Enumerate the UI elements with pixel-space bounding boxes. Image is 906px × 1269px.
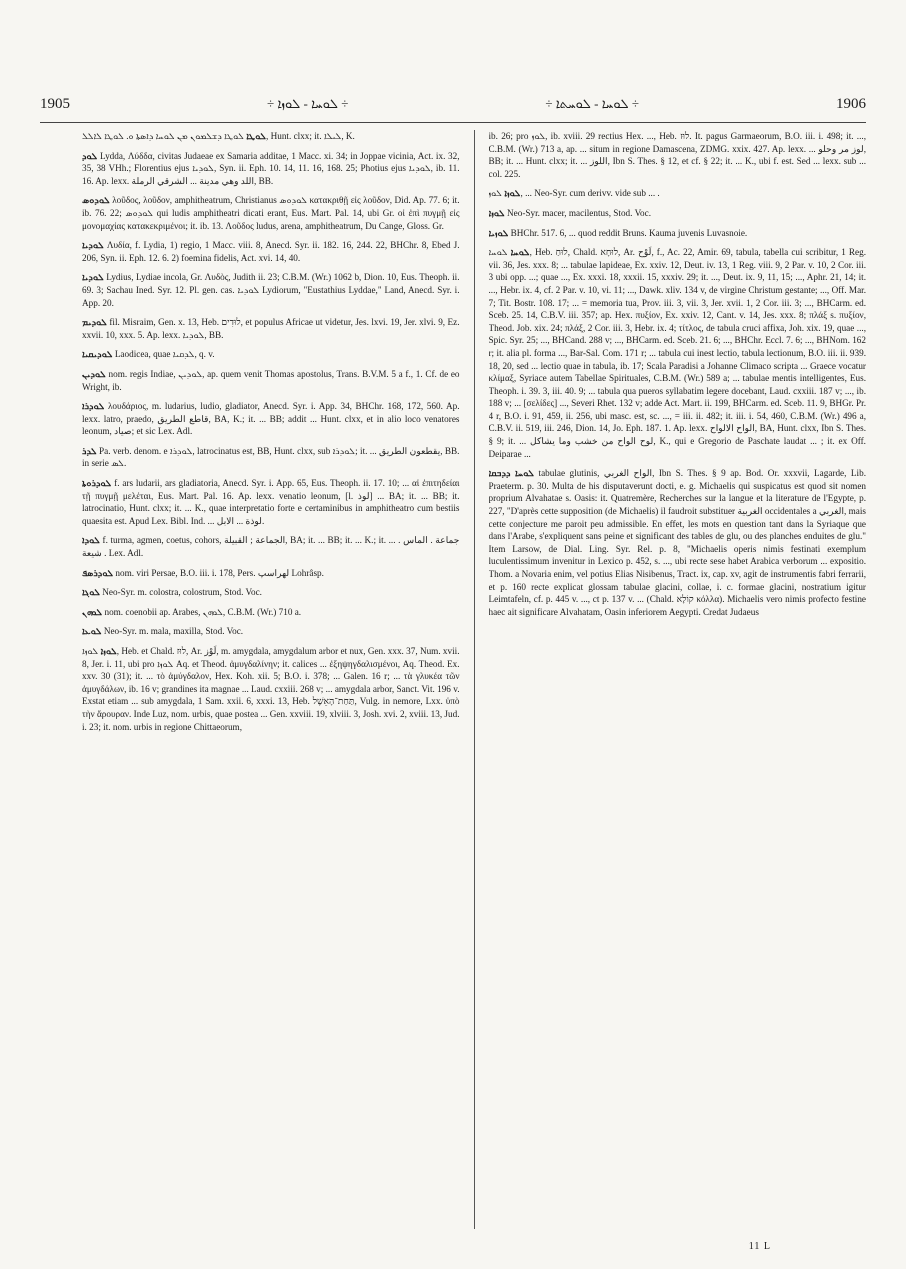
dictionary-entry <box>82 606 460 619</box>
two-column-body <box>82 130 866 1229</box>
entry-definition: fil. Misraim, Gen. x. 13, Heb. לוּדִים, et populus Africae ut videtur, Jes. lxvi. 19, Jer. xlvi. 9, Ez. xxvii. 10, xxx. 5. Ap. lexx. ܠܘܕܝܐ, BB. <box>82 317 460 340</box>
left-column <box>82 130 460 1229</box>
dictionary-entry <box>82 130 460 143</box>
entry-headword: ܠܘܕܝܐ <box>82 272 104 283</box>
entry-headword: ܠܘܙܐ <box>488 207 505 218</box>
dictionary-entry <box>82 400 460 438</box>
dictionary-entry <box>82 316 460 341</box>
dictionary-entry <box>489 207 867 220</box>
entry-headword: ܠܘܛܐ <box>246 131 267 141</box>
entry-headword: ܠܘܕܪܘܬܐ <box>82 478 112 489</box>
dictionary-entry <box>489 227 867 240</box>
entry-definition: λοῦδος, λοῦδον, amphitheatrum, Christianus ܠܘܕܘܣ κατακριθῇ εἰς λοῦδον, Did. Ap. 77. 6; it. ib. 76. 22; ܠܘܕܘܣ qui ludis amphitheatri dicati erant, Eus. Mart. Pal. 14, ubi Gr. οἱ ἐπὶ πυγμῇ εἰς μονομαχίας κατακεκριμένοι; it. ib. 13. Λοῦδος ludus, arena, amphitheatrum, Du Cange, Gloss. Gr. <box>82 195 460 231</box>
entry-definition: Lydda, Λύδδα, civitas Judaeae ex Samaria additae, 1 Macc. xi. 34; in Joppae vicinia, Act. ix. 32, 35, 38 VHh.; Florentius ejus ܠܘܕܝܐ, Syn. ii. Eph. 10. 14, 11. 16, 168. 25; Photius ejus ܠܘܕܝܐ, ib. 11. 16. Ap. lexx. اللد وهي مدينة ... الشرقي الرملة, BB. <box>82 150 460 186</box>
entry-definition: Neo-Syr. m. mala, maxilla, Stod. Voc. <box>103 626 244 637</box>
entry-headword: ܠܘܓܐ <box>82 587 100 598</box>
dictionary-entry <box>489 130 867 180</box>
entry-headword: ܠܘܙܐ <box>100 646 117 656</box>
entry-headword: ܠܘܥܐ <box>82 626 102 637</box>
dictionary-entry <box>82 368 460 393</box>
entry-headword: ܠܘܕܪܣܦ <box>82 567 114 578</box>
entry-definition: Λυδία, f. Lydia, 1) regio, 1 Macc. viii. 8, Anecd. Syr. ii. 182. 16, 244. 22, BHChr. 8, Ebed J. 206, Syn. ii. Eph. 12. 6. 2) foemina fidelis, Act. xvi. 14, 40. <box>82 240 460 263</box>
dictionary-entry <box>82 586 460 599</box>
dictionary-entry <box>82 625 460 638</box>
right-column <box>489 130 867 1229</box>
right-page-number: 1906 <box>836 96 866 112</box>
dictionary-entry <box>489 187 867 200</box>
dictionary-entry <box>82 477 460 527</box>
entry-definition: Neo-Syr. m. colostra, colostrum, Stod. Voc. <box>102 587 262 598</box>
entry-headword: ܠܕܪ <box>82 445 97 456</box>
left-page-number: 1905 <box>40 96 70 112</box>
dictionary-entry <box>489 467 867 618</box>
entry-headword: ܠܘܙܝܐ <box>488 227 509 238</box>
dictionary-entry <box>82 271 460 309</box>
entry-definition: Laodicea, quae ܠܕܩܝܐ, q. v. <box>114 349 215 360</box>
running-header <box>40 96 866 120</box>
entry-headword: ܠܘܕܝܐ <box>82 240 104 251</box>
right-running-title: ÷ ܠܘܚܐ - ܠܘܚܬܐ ÷ <box>545 96 640 111</box>
entry-definition: tabulae glutinis, الواح الغربي, Ibn S. Thes. § 9 ap. Bod. Or. xxxvii, Lagarde, Lib. Praeterm. p. 30. Multa de his disputaverunt docti, e. g. Michaelis qui suspicatus est quod sit nomen proprium Alvahatae s. Oasis: it. Quatremère, Recherches sur la langue et la literature de l'Egypte, p. 227, "D'après cette supposition (de Michaelis) il faudroit substituer الغربية occidentales a الغربي, mais cette conjecture me paroit peu admissible. En effet, les mots en question tant dans la Syriaque que dans l'Arabe, s'expliquent sans peine et significant des tables de glu, ou des planches enduites de glu." Item Larsow, de Dial. Ling. Syr. Rel. p. 8, "Michaelis operis nimis festinati exemplum luculentissimum invenitur in Lexico p. 452, s. ..., ubi recte sese habet Arabica verborum ... expositio. Thom. a Novaria enim, vel potius Elias Nisibenus, Tract. ix, cap. xv, agit de instrumentis fabri ferrarii, et p. 160 recte explicat glossam tabulae glacini, collae, i. c. formae glacini, nostratium igitur Leimtafeln, cf. p. 445 v. ..., ct p. 137 v. ... (Chald. קוֹלָא κόλλα). Michaelis vero nimis profecto festine haec ait significare Alvahatam, Oasin inferiorem Aegypti. Credat Judaeus <box>488 468 866 617</box>
entry-headword: ܠܘܕܝܡ <box>82 317 107 328</box>
entry-definition: f. ars ludarii, ars gladiatoria, Anecd. Syr. i. App. 65, Eus. Theoph. ii. 17. 10; ... αἱ ἐπιτηδείαι τῇ πυγμῇ μελέται, Eus. Mart. Pal. 16. Ap. lexx. venatio leonum, [l. لوذ] ... BA; it. ... BB; it. latrocinatio, Hunt. clxx; it. ... K., quae interpretatio forte e certaminibus in amphitheatro cum bestiis quaesita est. Apud Lex. Bibl. Ind. ... لوذة ... الابل. <box>82 478 460 526</box>
dictionary-entry <box>82 567 460 580</box>
entry-definition: Neo-Syr. macer, macilentus, Stod. Voc. <box>507 207 651 218</box>
entry-definition: nom. coenobii ap. Arabes, ܠܘܗܢ, C.B.M. (Wr.) 710 a. <box>104 606 302 617</box>
column-divider <box>474 130 475 1229</box>
dictionary-entry <box>82 348 460 361</box>
entry-headword: ܠܘܚܐ ܕܕܒܩܐ <box>488 468 535 479</box>
entry-definition: f. turma, agmen, coetus, cohors, الجماعة ; القبيلة, BA; it. ... BB; it. ... K.; it. ... جماعة . الماس . شيعة . Lex. Adl. <box>82 535 460 559</box>
header-rule <box>40 122 866 123</box>
entry-headword: ܠܘܕܝܢ <box>82 368 106 379</box>
entry-definition: nom. viri Persae, B.O. iii. i. 178, Pers. لهراسپ Lohrâsp. <box>115 567 324 578</box>
dictionary-entry <box>489 246 867 460</box>
entry-headword: ܠܘܕܘܣ <box>82 195 110 206</box>
dictionary-entry <box>82 445 460 470</box>
dictionary-entry <box>82 534 460 559</box>
entry-definition: Pa. verb. denom. e ܠܘܕܪܐ, latrocinatus est, BB, Hunt. clxx, sub ܠܘܕܪܐ; it. ... يقطعون الطريق, BB. in serie ܠܣ. <box>82 445 460 469</box>
entry-headword: ܠܘܕ <box>82 150 98 161</box>
entry-definition: BHChr. 517. 6, ... quod reddit Bruns. Kauma juvenis Luvasnoie. <box>510 227 748 238</box>
entry-definition: ib. 26; pro ܠܘܙ, ib. xviii. 29 rectius Hex. ..., Heb. לוּז. It. pagus Garmaeorum, B.O. iii. i. 498; it. ..., C.B.M. (Wr.) 713 a, ap. ... situm in regione Damascena, ZDMG. xxix. 427. Ap. lexx. ... لوز مر وحلو, BB; it. ... Hunt. clxx; it. ... اللوز, Ibn S. Thes. § 12, et cf. § 22; it. ... K., ubi f. est. Sed ... lexx. sub ... col. 225. <box>488 131 866 179</box>
dictionary-entry <box>82 645 460 733</box>
entry-headword: ܠܘܙܐ <box>504 188 521 199</box>
entry-definition: ܠܘܚܐ, Heb. לוּחַ, Chald. לוּחָא, Ar. لَوْح, f., Ac. 22, Amir. 69, tabula, tabella cui scribitur, 1 Reg. vii. 36, Jes. xxx. 8; ... tabulae lapideae, Ex. xxiv. 12, Deut. iv. 13, 1 Reg. viii. 9, 2 Par. v. 10, 2 Cor. iii. 3 ubi opp. ...; quae ..., Ex. xxxi. 18, xxxii. 15, xxxiv. 29; it. ..., Deut. ix. 9, 11, 15; ..., Aphr. 21, 14; it. ..., Hebr. ix. 4, cf. 2 Par. v. 10, vi. 11; ..., Dawk. xliv. 134 v, de virgine Christum gestante; ..., Off. Mar. 7; Tit. Bostr. 108. 17; ... = memoria tua, Prov. iii. 3, vii. 3, Jer. xvii. 1, 2 Cor. iii. 3; ..., BHCarm. ed. Sceb. 25. 14, C.B.V. iii. 357; ap. Hex. πυξίον, Ex. xxiv. 12, Cant. v. 14, Jes. xxx. 8; πλάξ s. πυξίον, Theod. Job. xix. 24; πλάξ, 2 Cor. iii. 3, Hebr. ix. 4; τίτλος, de tabula cruci affixa, Joh. xix. 19, quae ..., Spic. Syr. 25; ..., BHCand. 288 v; ..., BHCarm. ed. Sceb. 21. 6; ..., BHChr. Eccl. 7. 6; ..., BHNom. 162 r; it. alia pl. forma ..., Bar-Sal. Com. 171 r; ... tabula cui inest lectio, tabula lectionum, B.O. iii. ii. 939. 18, 20, sed ... lectio quae in tabula, ib. 17; Scala Paradisi a Johanne Climaco scripta ... Graece vocatur κλίμαξ, Syriace autem Tabellae Spirituales, C.B.M. (Wr.) 589 a; ... tabulae mentis intelligentes, Eus. Theoph. i. 39. 3, iii. 40. 9; ... tabula qua pueros syllabatim legere docebant, Laud. cxxiii. 187 v; ..., ib. 188 v; ... [σελίδες] ..., Severi Rhet. 132 v; adde Act. Mart. ii. 199, BHCarm. ed. Sceb. 11. 9, BHGr. Pr. 4 r, B.O. i. 91, 459, ii. 256, ubi masc. est, sc. ..., = iii. ii. 482; it. iii. i. 54, 460, C.B.M. (Wr.) 496 a, C.B.V. ii. 519, iii. 246, Dion. 14, Jo. Eph. 187. 1. Ap. lexx. الواح الالواح, BA, Hunt. clxx, Ibn S. Thes. § 9; it. ... لوح الواح من خشب وما يشاكل, K., qui e Gregorio de Paschate laudat ... ; it. ex Off. Deiparae ... <box>488 247 866 459</box>
dictionary-entry <box>82 194 460 232</box>
dictionary-entry <box>82 239 460 264</box>
entry-headword: ܠܘܕܐ <box>82 535 100 546</box>
entry-definition: Lydius, Lydiae incola, Gr. Λυδὸς, Judith ii. 23; C.B.M. (Wr.) 1062 b, Dion. 10, Eus. Theoph. ii. 69. 3; Sachau Ined. Syr. 12. Pl. gen. cas. ܠܘܕܝܐ Lydiorum, "Eustathius Lyddae," Land, Anecd. Syr. i. App. 20. <box>82 272 460 308</box>
dictionary-entry <box>82 150 460 188</box>
entry-headword: ܠܘܗܢ <box>82 606 103 617</box>
left-running-title: ÷ ܠܘܚܐ - ܠܘܙܐ ÷ <box>266 96 349 111</box>
signature-mark: 11 L <box>748 1241 771 1252</box>
entry-definition: ܠܘܛܐ ܕܫܠܡܘܢ ܡܢ ܠܘܚܐ ܕܐܣܬܐ ܘ. ܠܘܛܐ ܠܐܠܠ, Hunt. clxx; it. ܠܝܠܐ, K. <box>82 131 355 141</box>
entry-definition: ܠܘܙܐ, Heb. et Chald. לוּז, Ar. لَوْز, m. amygdala, amygdalum arbor et nux, Gen. xxx. 37, Num. xvii. 8, Jer. i. 11, ubi pro ܠܘܙܐ Aq. et Theod. ἀμυγδαλίνην; it. calices ... ἐξηψηγδαλισμένοι, Aq. Theod. Ex. xxv. 30 (31); it. ... τὸ ἀμύγδαλον, Hex. Koh. xii. 5; B.O. i. 378; ... Galen. 16 r; ... τὰ γλυκέα τῶν ἀμυγδάλων, ib. 16 v; grandines ita magnae ... Laud. cxxiii. 268 v; ... amygdala arbor, Sanct. Vit. 196 v. Exstat etiam ... sub amygdala, 1 Sam. xxii. 6, xxxi. 13, Heb. תַּחַת־הָאֵשֶׁל, Vulg. in nemore, Lxx. ὑπὸ τὴν ἄρουραν. Inde Luz, nom. urbis, quae postea ... Gen. xxviii. 19, xlviii. 3, Josh. xvi. 2, xviii. 13, Jud. i. 23; it. nom. urbis in regione Chittaeorum, <box>82 646 460 732</box>
entry-definition: nom. regis Indiae, ܠܘܕܝܢ, ap. quem venit Thomas apostolus, Trans. B.V.M. 5 a f., 1. Cf. de eo Wright, ib. <box>82 368 460 392</box>
entry-definition: λουδάριος, m. ludarius, ludio, gladiator, Anecd. Syr. i. App. 34, BHChr. 168, 172, 560. Ap. lexx. latro, praedo, قاطع الطريق, BA, K.; it. ... BB; addit ... Hunt. clxx, et in alio loco venatores leonum, صياد; et sic Lex. Adl. <box>82 401 460 437</box>
entry-headword: ܠܘܕܝܩܝܐ <box>82 349 113 360</box>
entry-headword: ܠܘܚܐ <box>510 247 530 258</box>
entry-definition: ܠܘܙ, ... Neo-Syr. cum derivv. vide sub ... . <box>488 188 660 199</box>
entry-headword: ܠܘܕܪܐ <box>82 401 105 412</box>
